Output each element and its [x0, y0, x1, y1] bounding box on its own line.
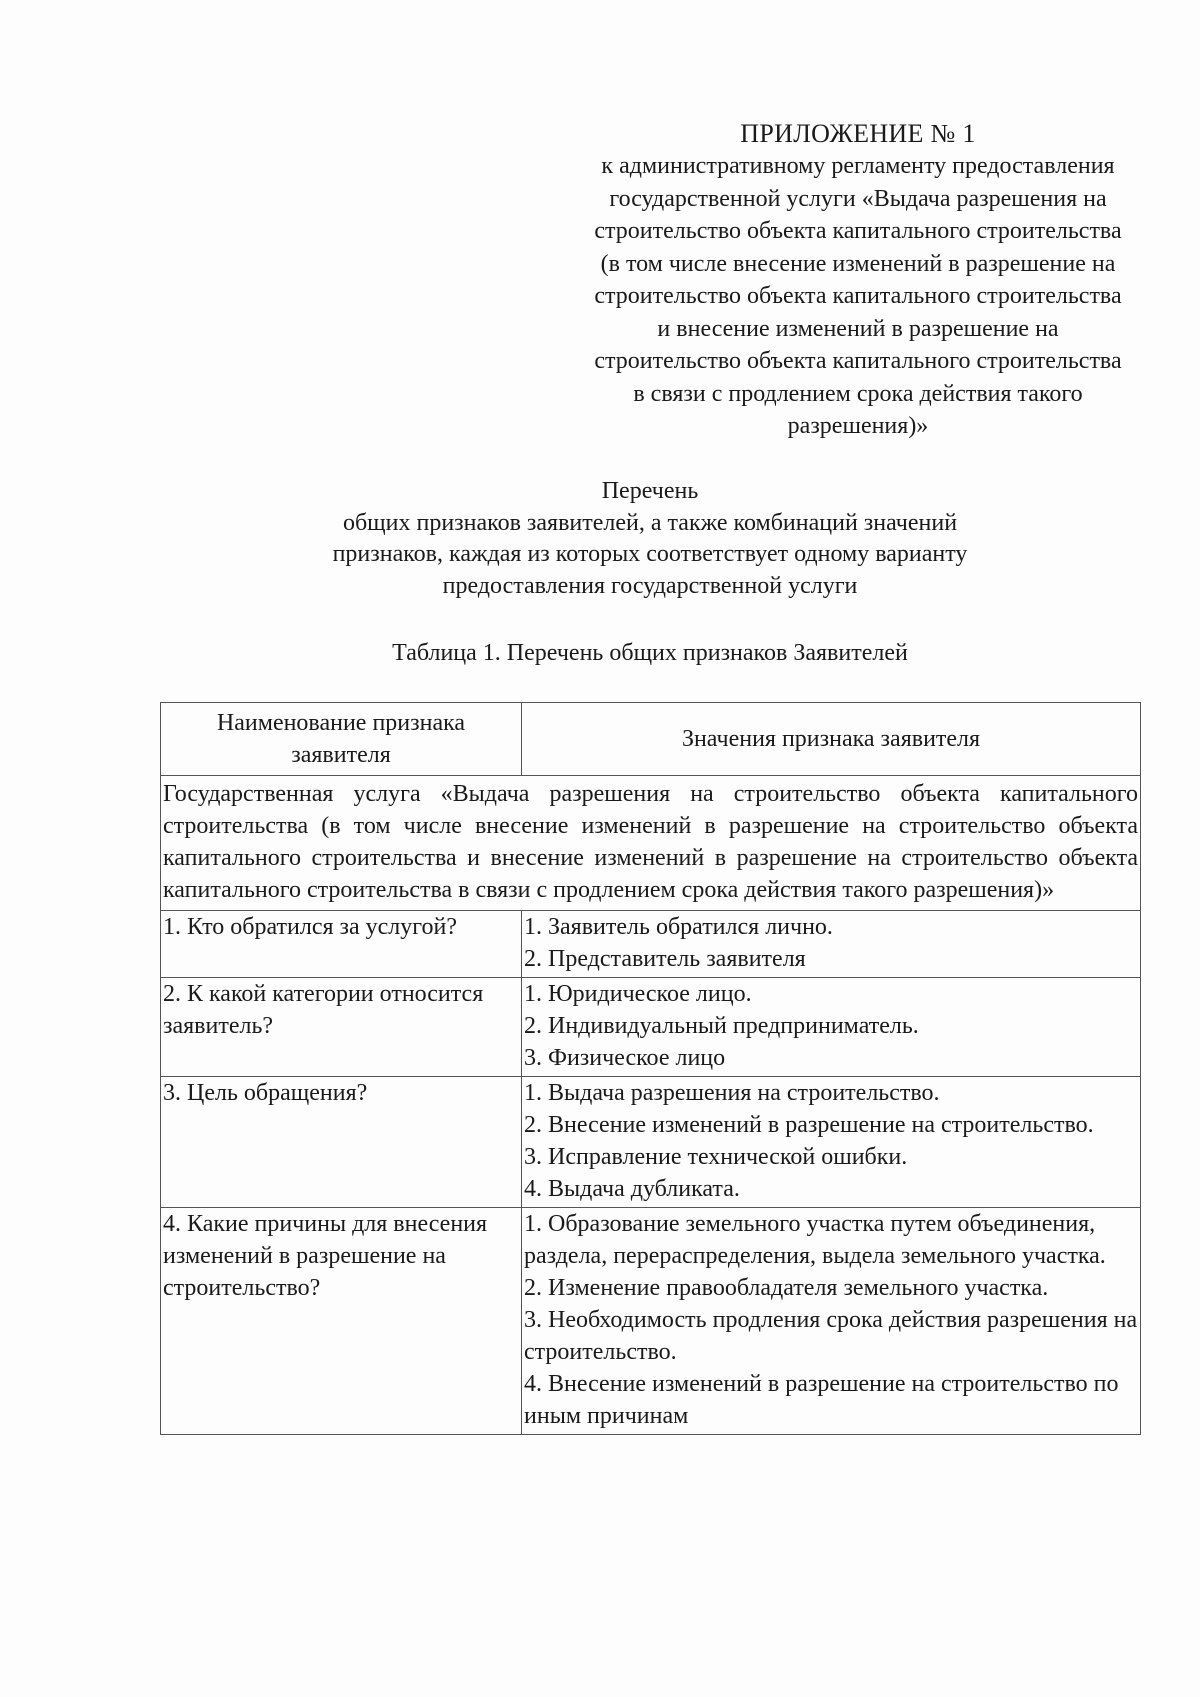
value-item: 3. Исправление технической ошибки. [524, 1144, 908, 1170]
value-item: 2. Внесение изменений в разрешение на строительство. [524, 1112, 1094, 1138]
table-row [161, 978, 1141, 1077]
appendix-line: и внесение изменений в разрешение на [657, 315, 1059, 342]
values-cell [522, 978, 1141, 1077]
value-item: 4. Выдача дубликата. [524, 1176, 740, 1202]
values-cell [522, 1077, 1141, 1208]
table-row [161, 1077, 1141, 1208]
value-item: 1. Заявитель обратился лично. [524, 914, 833, 940]
value-item: 1. Образование земельного участка путем объединения, раздела, перераспределения, выдела земельного участка. [524, 1211, 1106, 1269]
appendix-header [528, 118, 1188, 443]
document-title-line: предоставления государственной услуги [442, 572, 858, 599]
column-header-criterion: Наименование признака заявителя [161, 703, 522, 776]
value-item: 3. Физическое лицо [524, 1045, 726, 1071]
criterion-cell: 3. Цель обращения? [161, 1077, 522, 1208]
appendix-line: разрешения)» [787, 413, 929, 439]
table-header-row [161, 703, 1141, 776]
value-item: 2. Индивидуальный предприниматель. [524, 1013, 919, 1039]
appendix-line: строительство объекта капитального строительства [594, 348, 1122, 374]
criterion-cell: 4. Какие причины для внесения изменений в разрешение на строительство? [161, 1208, 522, 1435]
appendix-line: строительство объекта капитального строительства [594, 283, 1122, 309]
criterion-cell: 1. Кто обратился за услугой? [161, 911, 522, 978]
criterion-cell: 2. К какой категории относится заявитель? [161, 978, 522, 1077]
document-title-line: признаков, каждая из которых соответствует одному варианту [332, 541, 968, 567]
values-cell [522, 911, 1141, 978]
value-item: 1. Выдача разрешения на строительство. [524, 1080, 940, 1106]
appendix-title: ПРИЛОЖЕНИЕ № 1 [740, 119, 976, 148]
document-title [240, 476, 1060, 602]
appendix-line: (в том числе внесение изменений в разрешение на [600, 250, 1116, 277]
service-name-cell: Государственная услуга «Выдача разрешения на строительство объекта капитального строительства (в том числе внесение изменений в разрешение на строительство объекта капитального строительства и внесение изменений в разрешение на строительство объекта капитального строительства в связи с продлением срока действия такого разрешения)» [161, 776, 1141, 911]
values-cell [522, 1208, 1141, 1435]
table-row [161, 1208, 1141, 1435]
value-item: 1. Юридическое лицо. [524, 981, 752, 1007]
service-row [161, 776, 1141, 911]
column-header-values: Значения признака заявителя [522, 703, 1141, 776]
value-item: 3. Необходимость продления срока действия разрешения на строительство. [524, 1307, 1138, 1365]
value-item: 4. Внесение изменений в разрешение на строительство по иным причинам [524, 1371, 1119, 1429]
appendix-line: к административному регламенту предоставления [601, 153, 1115, 179]
value-item: 2. Представитель заявителя [524, 946, 806, 972]
criteria-table [160, 702, 1141, 1435]
appendix-line: в связи с продлением срока действия такого [633, 380, 1083, 407]
appendix-line: строительство объекта капитального строительства [594, 218, 1122, 244]
appendix-line: государственной услуги «Выдача разрешения на [609, 185, 1107, 212]
document-title-line: Перечень [601, 478, 699, 504]
value-item: 2. Изменение правообладателя земельного участка. [524, 1275, 1049, 1301]
document-title-line: общих признаков заявителей, а также комбинаций значений [342, 509, 958, 536]
table-caption: Таблица 1. Перечень общих признаков Заявителей [392, 640, 908, 666]
table-row [161, 911, 1141, 978]
